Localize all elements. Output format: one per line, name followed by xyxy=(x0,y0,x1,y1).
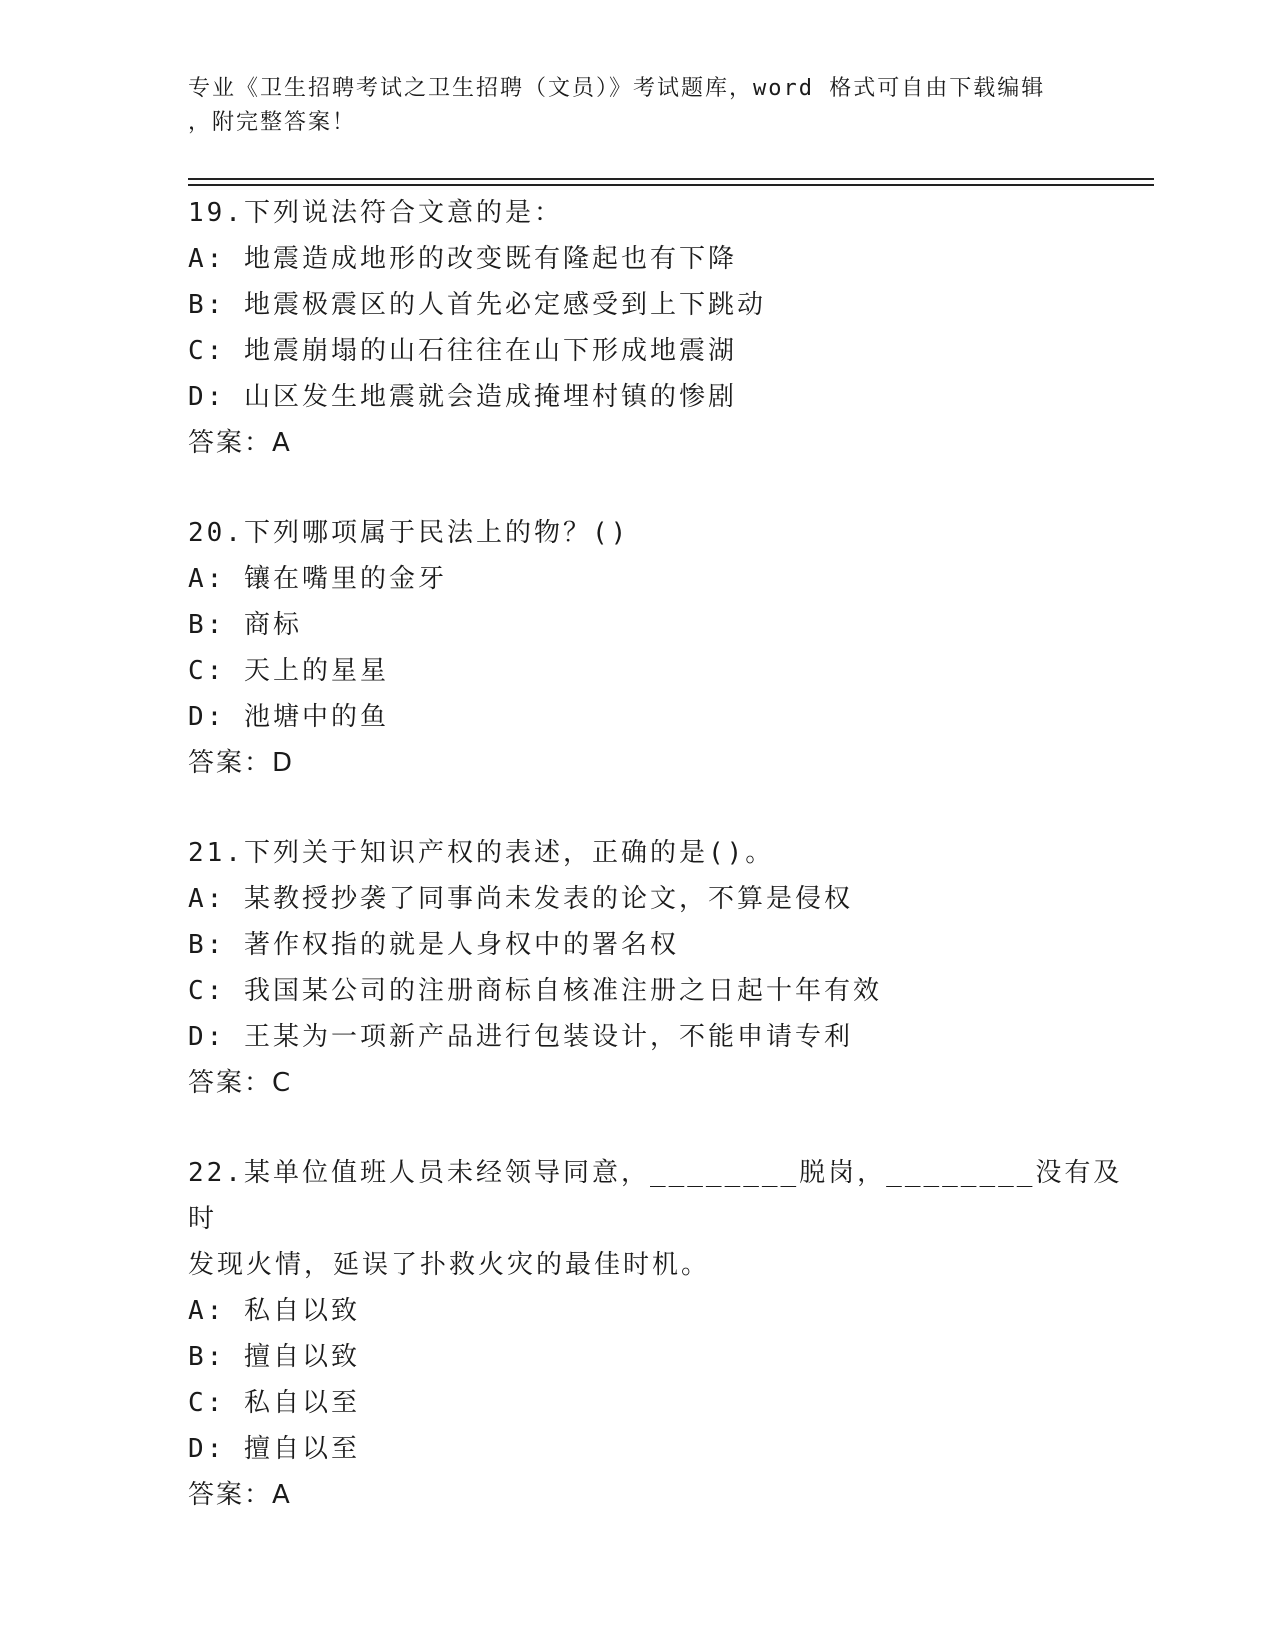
answer-line: 答案：A xyxy=(188,428,292,458)
answer-line: 答案：D xyxy=(188,748,295,778)
question-stem: 20.下列哪项属于民法上的物？() xyxy=(188,518,630,548)
question-19 xyxy=(188,190,1148,466)
question-22 xyxy=(188,1150,1148,1518)
option-b: B: 地震极震区的人首先必定感受到上下跳动 xyxy=(188,290,766,320)
option-b: B: 擅自以致 xyxy=(188,1342,360,1372)
option-b: B: 商标 xyxy=(188,610,302,640)
option-d: D: 山区发生地震就会造成掩埋村镇的惨剧 xyxy=(188,382,737,412)
option-c: C: 天上的星星 xyxy=(188,656,389,686)
option-b: B: 著作权指的就是人身权中的署名权 xyxy=(188,930,679,960)
option-a: A: 私自以致 xyxy=(188,1296,360,1326)
question-21 xyxy=(188,830,1148,1106)
question-20 xyxy=(188,510,1148,786)
question-stem: 21.下列关于知识产权的表述，正确的是()。 xyxy=(188,838,775,868)
document-header: 专业《卫生招聘考试之卫生招聘（文员）》考试题库，word 格式可自由下载编辑 ，附完整答案！ xyxy=(188,76,1046,135)
question-stem: 19.下列说法符合文意的是： xyxy=(188,198,563,228)
option-d: D: 擅自以至 xyxy=(188,1434,360,1464)
option-d: D: 池塘中的鱼 xyxy=(188,702,389,732)
answer-line: 答案：A xyxy=(188,1480,292,1510)
question-list xyxy=(188,190,1148,1562)
option-a: A: 地震造成地形的改变既有隆起也有下降 xyxy=(188,244,737,274)
header-divider-top xyxy=(188,178,1154,180)
option-c: C: 私自以至 xyxy=(188,1388,360,1418)
header-divider-bottom xyxy=(188,184,1154,186)
answer-line: 答案：C xyxy=(188,1068,293,1098)
option-a: A: 某教授抄袭了同事尚未发表的论文，不算是侵权 xyxy=(188,884,853,914)
option-c: C: 我国某公司的注册商标自核准注册之日起十年有效 xyxy=(188,976,882,1006)
option-d: D: 王某为一项新产品进行包装设计，不能申请专利 xyxy=(188,1022,853,1052)
option-a: A: 镶在嘴里的金牙 xyxy=(188,564,447,594)
question-stem: 22.某单位值班人员未经领导同意，________脱岗，________没有及时 发现火情，延误了扑救火灾的最佳时机。 xyxy=(188,1158,1123,1280)
option-c: C: 地震崩塌的山石往往在山下形成地震湖 xyxy=(188,336,737,366)
